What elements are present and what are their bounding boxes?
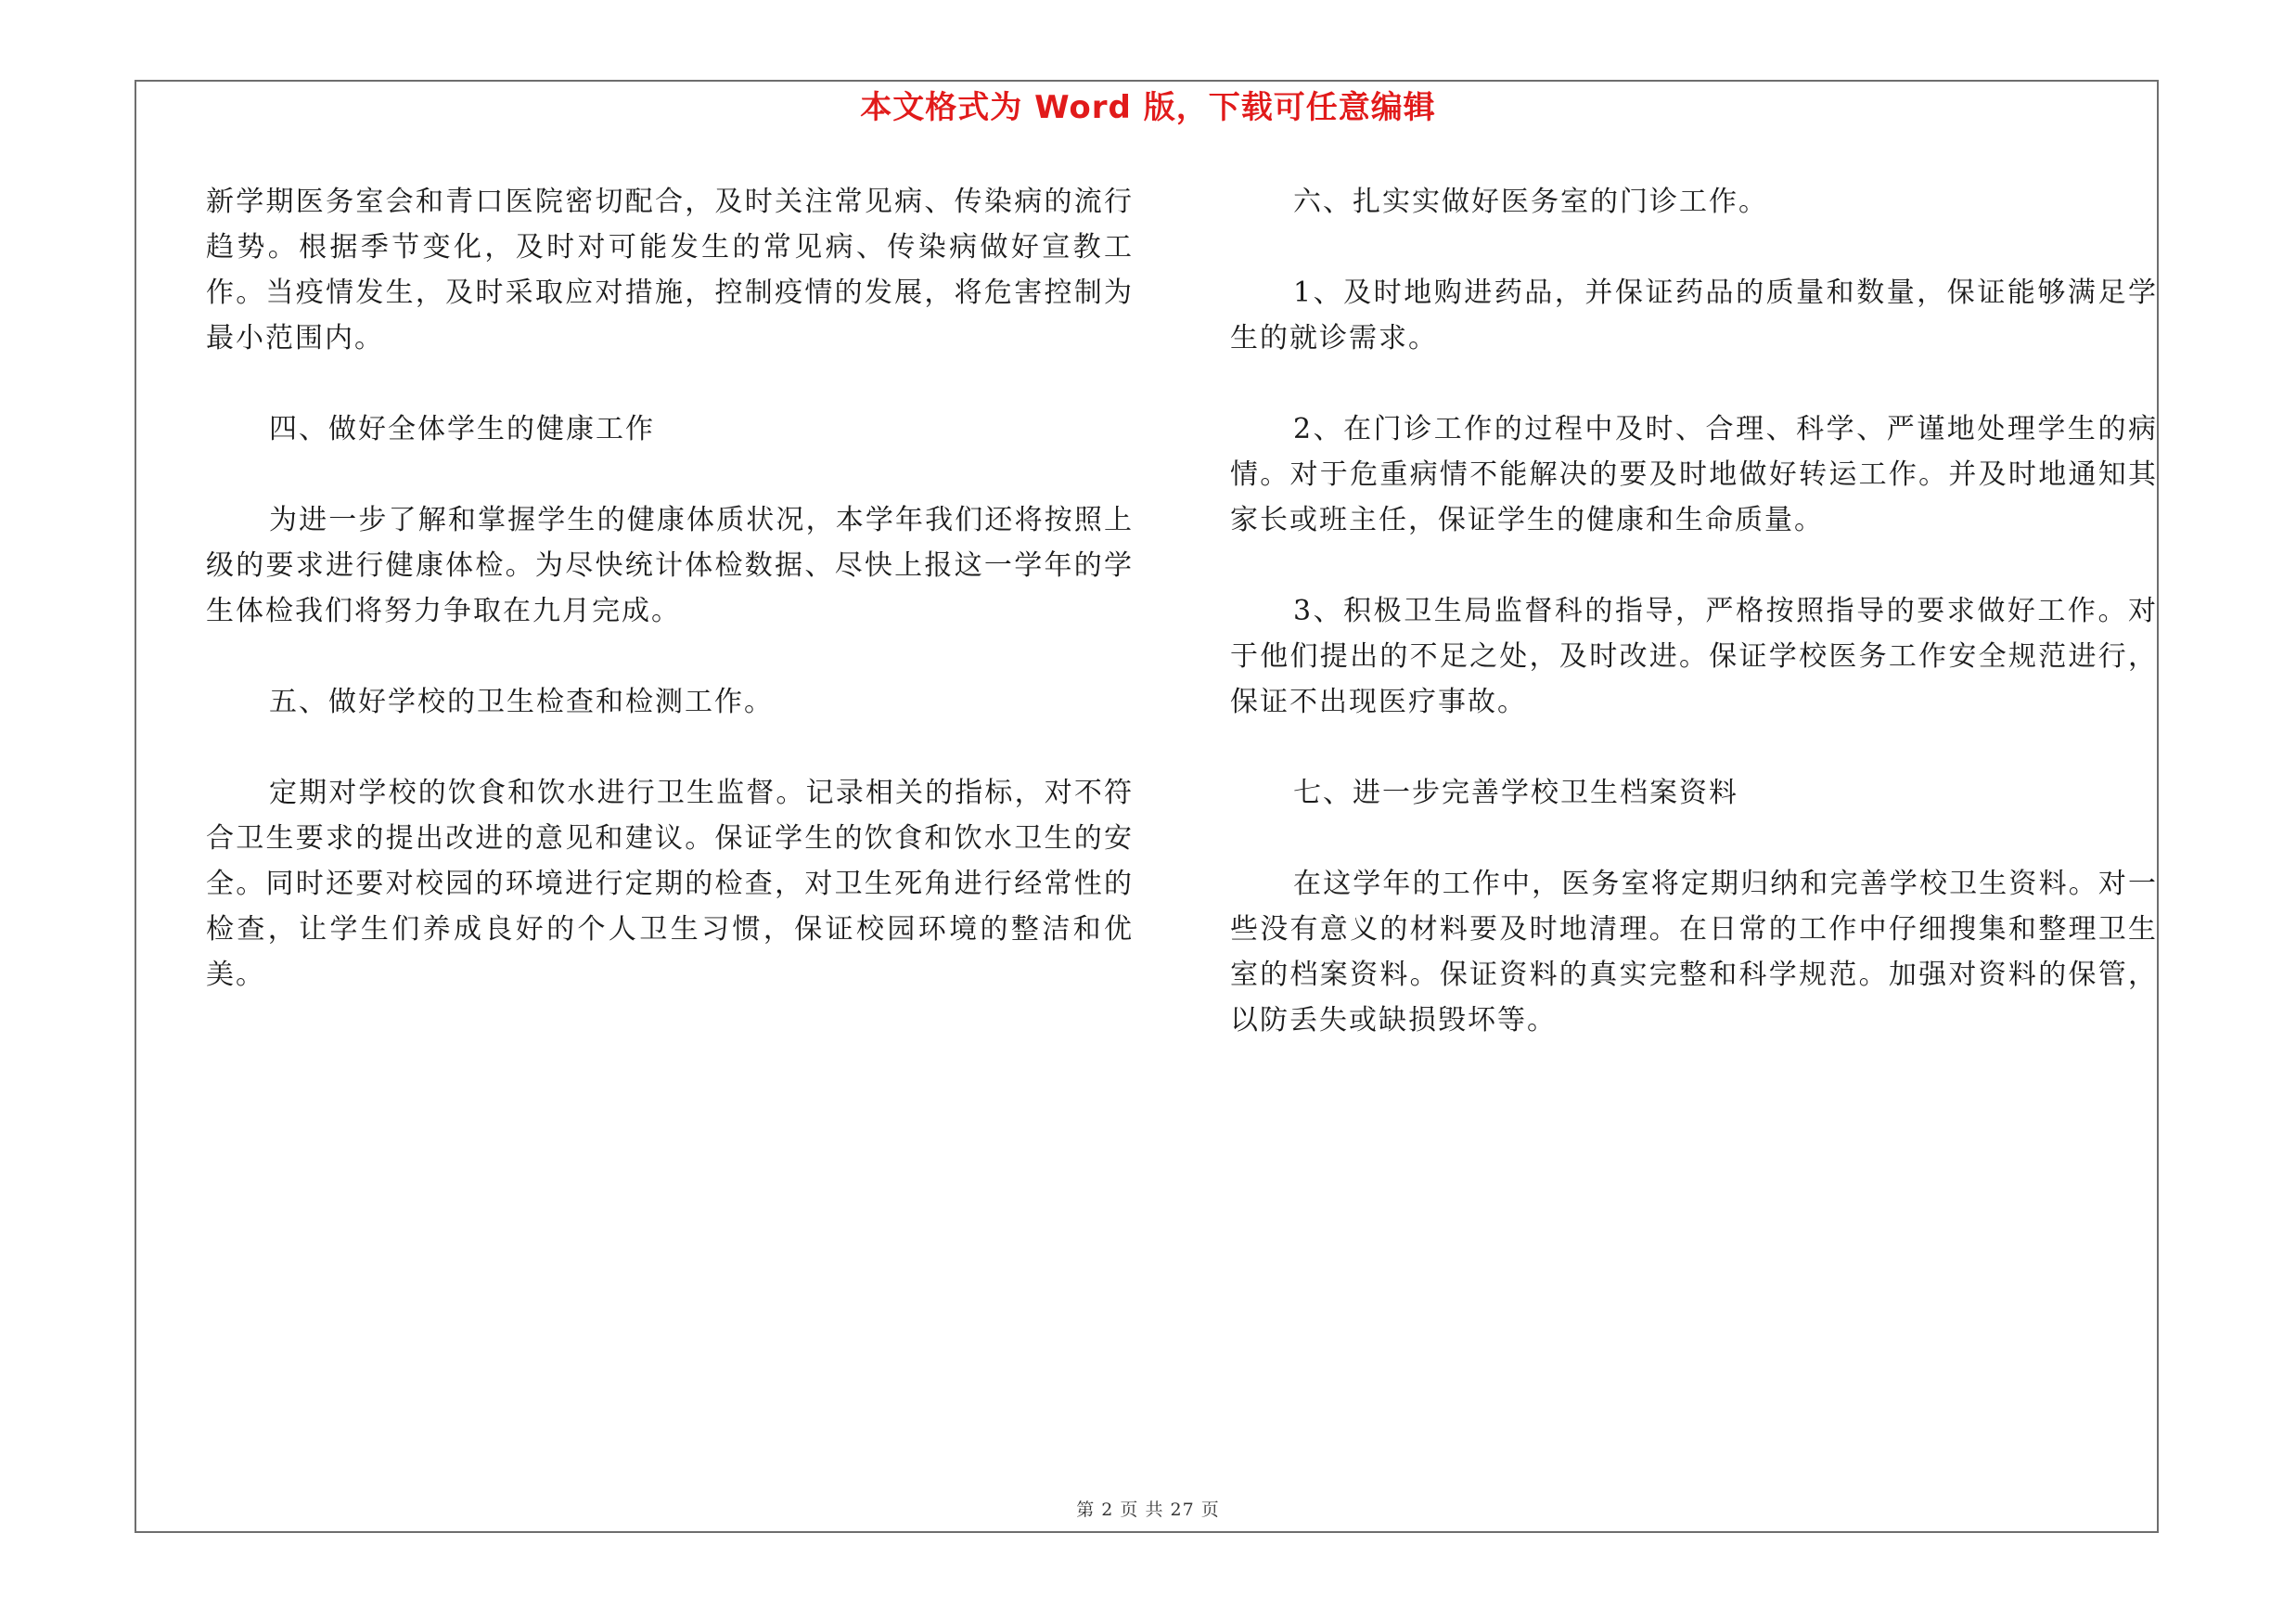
page-number-footer: 第 2 页 共 27 页 (1076, 1500, 1220, 1520)
paragraph: 定期对学校的饮食和饮水进行卫生监督。记录相关的指标，对不符合卫生要求的提出改进的意见和建议。保证学生的饮食和饮水卫生的安全。同时还要对校园的环境进行定期的检查，对卫生死角进行经常性的检查，让学生们养成良好的个人卫生习惯，保证校园环境的整洁和优美。 (206, 777, 1134, 991)
right-column (1230, 179, 2158, 1088)
paragraph: 为进一步了解和掌握学生的健康体质状况，本学年我们还将按照上级的要求进行健康体检。为尽快统计体检数据、尽快上报这一学年的学生体检我们将努力争取在九月完成。 (206, 504, 1134, 627)
word-format-banner: 本文格式为 Word 版，下载可任意编辑 (860, 89, 1436, 126)
left-column (206, 179, 1134, 1043)
section-heading: 七、进一步完善学校卫生档案资料 (1293, 777, 1738, 809)
section-heading: 六、扎实实做好医务室的门诊工作。 (1293, 186, 1768, 218)
paragraph: 1、及时地购进药品，并保证药品的质量和数量，保证能够满足学生的就诊需求。 (1230, 277, 2158, 354)
paragraph: 2、在门诊工作的过程中及时、合理、科学、严谨地处理学生的病情。对于危重病情不能解决的要及时地做好转运工作。并及时地通知其家长或班主任，保证学生的健康和生命质量。 (1230, 413, 2158, 536)
paragraph: 3、积极卫生局监督科的指导，严格按照指导的要求做好工作。对于他们提出的不足之处，及时改进。保证学校医务工作安全规范进行，保证不出现医疗事故。 (1230, 595, 2158, 718)
paragraph: 新学期医务室会和青口医院密切配合，及时关注常见病、传染病的流行趋势。根据季节变化，及时对可能发生的常见病、传染病做好宣教工作。当疫情发生，及时采取应对措施，控制疫情的发展，将危害控制为最小范围内。 (206, 186, 1134, 354)
paragraph: 在这学年的工作中，医务室将定期归纳和完善学校卫生资料。对一些没有意义的材料要及时地清理。在日常的工作中仔细搜集和整理卫生室的档案资料。保证资料的真实完整和科学规范。加强对资料的保管，以防丢失或缺损毁坏等。 (1230, 868, 2158, 1037)
section-heading: 四、做好全体学生的健康工作 (269, 413, 655, 445)
section-heading: 五、做好学校的卫生检查和检测工作。 (269, 686, 774, 718)
